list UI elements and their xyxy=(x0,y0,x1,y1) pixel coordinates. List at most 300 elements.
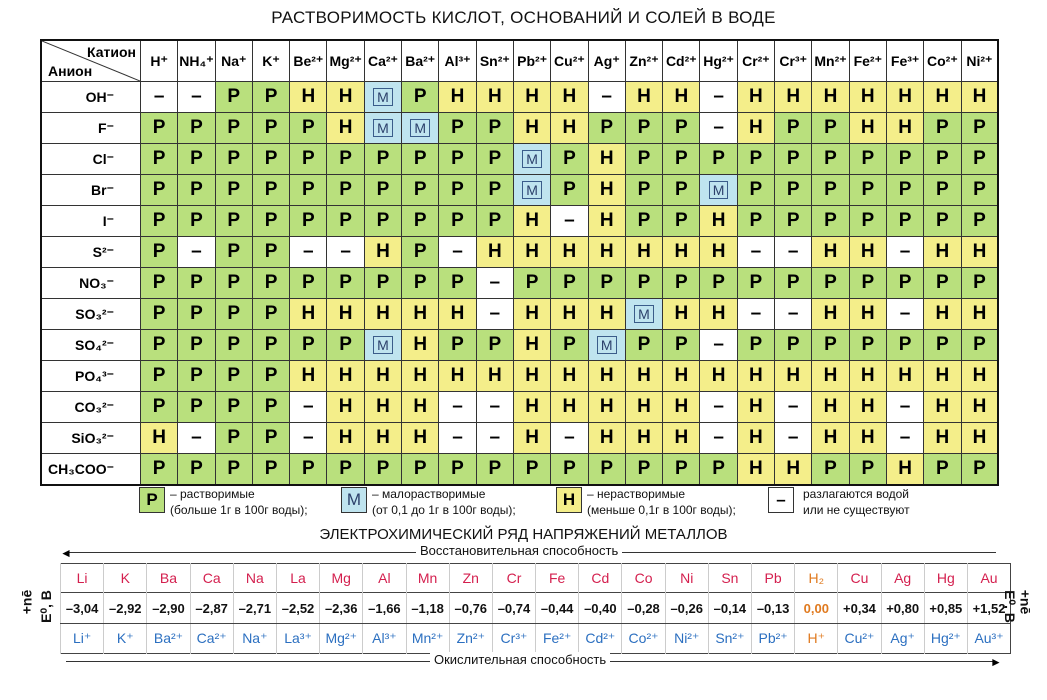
solubility-cell xyxy=(513,144,550,175)
solubility-cell: Н xyxy=(551,299,588,330)
solubility-cell: Р xyxy=(327,206,364,237)
ion-symbol: H⁺ xyxy=(795,624,838,654)
solubility-cell: Н xyxy=(886,113,923,144)
solubility-table xyxy=(40,39,999,486)
anion-label: PO₄³⁻ xyxy=(41,361,141,392)
potential-value: –0,13 xyxy=(752,593,795,624)
solubility-cell: Н xyxy=(364,392,401,423)
potential-value: –0,28 xyxy=(622,593,665,624)
solubility-cell: Н xyxy=(700,361,737,392)
solubility-cell: – xyxy=(886,299,923,330)
cation-header: Be²⁺ xyxy=(290,40,327,82)
anion-label: OH⁻ xyxy=(41,82,141,113)
solubility-cell: Р xyxy=(178,206,215,237)
solubility-cell: Р xyxy=(663,268,700,299)
solubility-cell: Р xyxy=(178,299,215,330)
solubility-cell: Н xyxy=(513,237,550,268)
solubility-cell: Р xyxy=(364,175,401,206)
cation-header: Pb²⁺ xyxy=(513,40,550,82)
solubility-cell: Р xyxy=(700,454,737,486)
solubility-cell: Р xyxy=(439,175,476,206)
solubility-cell: Н xyxy=(402,330,439,361)
solubility-cell: – xyxy=(178,82,215,113)
solubility-cell: Р xyxy=(961,330,998,361)
ion-symbol: Ba²⁺ xyxy=(147,624,190,654)
solubility-cell: Р xyxy=(252,206,289,237)
slightly-soluble-mark: М xyxy=(410,119,430,137)
potential-value: –2,87 xyxy=(190,593,233,624)
solubility-cell: Р xyxy=(141,361,178,392)
solubility-cell: Н xyxy=(961,82,998,113)
solubility-cell: Р xyxy=(663,454,700,486)
ion-symbol: Cr³⁺ xyxy=(492,624,535,654)
solubility-cell: Р xyxy=(588,268,625,299)
solubility-cell: Р xyxy=(215,237,252,268)
cation-header: Hg²⁺ xyxy=(700,40,737,82)
metal-symbol: Ca xyxy=(190,564,233,593)
metal-symbol: Cu xyxy=(838,564,881,593)
solubility-cell: – xyxy=(178,423,215,454)
solubility-cell: Р xyxy=(924,268,961,299)
solubility-cell: – xyxy=(775,423,812,454)
solubility-cell: Р xyxy=(252,82,289,113)
ion-symbol: Hg²⁺ xyxy=(924,624,967,654)
slightly-soluble-mark: М xyxy=(373,119,393,137)
solubility-cell: – xyxy=(886,237,923,268)
solubility-cell: Н xyxy=(924,82,961,113)
solubility-cell: Н xyxy=(364,237,401,268)
solubility-cell: – xyxy=(439,237,476,268)
slightly-soluble-mark: М xyxy=(522,181,542,199)
solubility-cell: Р xyxy=(775,206,812,237)
cation-header: Al³⁺ xyxy=(439,40,476,82)
series-title: ЭЛЕКТРОХИМИЧЕСКИЙ РЯД НАПРЯЖЕНИЙ МЕТАЛЛОВ xyxy=(319,526,728,543)
metal-symbol: La xyxy=(276,564,319,593)
solubility-cell: Р xyxy=(551,454,588,486)
solubility-cell: Р xyxy=(402,206,439,237)
solubility-cell: Р xyxy=(178,268,215,299)
solubility-cell: Р xyxy=(178,361,215,392)
slightly-soluble-mark: М xyxy=(373,88,393,106)
solubility-cell: Н xyxy=(551,113,588,144)
solubility-cell: – xyxy=(775,237,812,268)
solubility-cell: Р xyxy=(215,299,252,330)
solubility-cell xyxy=(625,299,662,330)
solubility-cell: Р xyxy=(737,144,774,175)
solubility-cell: Н xyxy=(700,206,737,237)
solubility-cell: Н xyxy=(737,82,774,113)
solubility-cell: Р xyxy=(513,454,550,486)
solubility-cell: – xyxy=(700,330,737,361)
metal-symbol: Co xyxy=(622,564,665,593)
solubility-cell: Н xyxy=(625,392,662,423)
solubility-cell: Н xyxy=(588,299,625,330)
potential-value: +0,34 xyxy=(838,593,881,624)
potentials-row xyxy=(61,593,1011,624)
solubility-cell: – xyxy=(290,392,327,423)
solubility-cell: Р xyxy=(252,268,289,299)
cation-label: Катион xyxy=(87,44,136,60)
solubility-cell: Н xyxy=(364,361,401,392)
solubility-cell: Н xyxy=(737,392,774,423)
solubility-cell: Р xyxy=(476,144,513,175)
solubility-cell: Н xyxy=(588,237,625,268)
cation-header: Co²⁺ xyxy=(924,40,961,82)
cation-header-row xyxy=(41,40,998,82)
solubility-cell: Н xyxy=(663,82,700,113)
solubility-cell: Р xyxy=(215,144,252,175)
solubility-cell: – xyxy=(886,423,923,454)
series-table xyxy=(60,563,1011,654)
solubility-cell xyxy=(364,330,401,361)
metal-symbol: Sn xyxy=(708,564,751,593)
solubility-cell: Р xyxy=(364,144,401,175)
solubility-cell: Р xyxy=(402,237,439,268)
metal-symbol: Al xyxy=(363,564,406,593)
solubility-cell: Р xyxy=(476,454,513,486)
arrow-right-icon: ► xyxy=(990,655,1002,669)
solubility-cell: Р xyxy=(625,330,662,361)
solubility-cell: Н xyxy=(513,361,550,392)
solubility-cell: Р xyxy=(215,268,252,299)
ion-symbol: Au³⁺ xyxy=(967,624,1010,654)
solubility-cell: – xyxy=(700,423,737,454)
solubility-cell: Н xyxy=(625,82,662,113)
solubility-cell: Н xyxy=(700,237,737,268)
solubility-cell: Р xyxy=(775,113,812,144)
legend-soluble-swatch: Р xyxy=(139,487,165,513)
solubility-cell: Н xyxy=(290,361,327,392)
solubility-cell: Р xyxy=(290,113,327,144)
solubility-cell: Р xyxy=(849,330,886,361)
legend-soluble-line1: – растворимые xyxy=(170,487,255,501)
solubility-cell: Р xyxy=(327,330,364,361)
solubility-cell: Н xyxy=(551,392,588,423)
solubility-cell: Н xyxy=(513,392,550,423)
legend-decompose-line1: разлагаются водой xyxy=(803,487,910,501)
anion-label: CO₃²⁻ xyxy=(41,392,141,423)
solubility-cell: Р xyxy=(886,330,923,361)
solubility-cell: Н xyxy=(476,82,513,113)
solubility-cell: Р xyxy=(252,392,289,423)
solubility-cell: – xyxy=(775,299,812,330)
solubility-cell: Н xyxy=(961,392,998,423)
solubility-cell: Р xyxy=(886,144,923,175)
solubility-cell: Р xyxy=(476,113,513,144)
metal-symbol: Ni xyxy=(665,564,708,593)
solubility-cell: Н xyxy=(775,454,812,486)
solubility-cell: Н xyxy=(439,82,476,113)
anion-label: SiO₃²⁻ xyxy=(41,423,141,454)
ion-symbol: Cd²⁺ xyxy=(579,624,622,654)
solubility-cell: Н xyxy=(290,82,327,113)
cation-header: Cu²⁺ xyxy=(551,40,588,82)
solubility-cell: Н xyxy=(812,237,849,268)
solubility-cell: Н xyxy=(625,423,662,454)
solubility-cell: Р xyxy=(513,268,550,299)
solubility-cell: – xyxy=(775,392,812,423)
solubility-cell: Н xyxy=(327,113,364,144)
solubility-cell: Н xyxy=(588,423,625,454)
potential-value: –0,26 xyxy=(665,593,708,624)
ions-row xyxy=(61,624,1011,654)
solubility-cell: Р xyxy=(402,175,439,206)
solubility-cell: Н xyxy=(588,144,625,175)
metal-symbol: Cr xyxy=(492,564,535,593)
potential-value: –0,76 xyxy=(449,593,492,624)
solubility-cell: Р xyxy=(252,299,289,330)
anion-row xyxy=(41,392,998,423)
solubility-cell: – xyxy=(588,82,625,113)
metal-symbol: H₂ xyxy=(795,564,838,593)
solubility-cell: Р xyxy=(364,206,401,237)
solubility-cell: Р xyxy=(737,268,774,299)
potential-value: –1,66 xyxy=(363,593,406,624)
potential-value: –0,40 xyxy=(579,593,622,624)
legend-insoluble xyxy=(587,486,736,518)
solubility-cell: Р xyxy=(663,206,700,237)
solubility-cell: Р xyxy=(849,268,886,299)
solubility-cell: Р xyxy=(737,175,774,206)
solubility-cell: Р xyxy=(849,454,886,486)
solubility-cell xyxy=(364,113,401,144)
legend-slightly-line2: (от 0,1 до 1г в 100г воды); xyxy=(372,503,516,517)
slightly-soluble-mark: М xyxy=(634,305,654,323)
solubility-cell: Н xyxy=(439,299,476,330)
solubility-cell: Р xyxy=(961,175,998,206)
solubility-cell: Р xyxy=(252,144,289,175)
solubility-cell: Р xyxy=(961,206,998,237)
anion-label: S²⁻ xyxy=(41,237,141,268)
solubility-cell: Н xyxy=(663,423,700,454)
solubility-cell: Р xyxy=(141,175,178,206)
solubility-cell: Р xyxy=(215,175,252,206)
solubility-cell: Р xyxy=(625,454,662,486)
solubility-cell xyxy=(588,330,625,361)
solubility-cell: Р xyxy=(737,330,774,361)
solubility-cell: Р xyxy=(252,113,289,144)
solubility-cell: Н xyxy=(961,423,998,454)
anion-label: NO₃⁻ xyxy=(41,268,141,299)
solubility-cell: Н xyxy=(625,361,662,392)
solubility-cell: Н xyxy=(849,237,886,268)
cation-header: Cr³⁺ xyxy=(775,40,812,82)
solubility-cell: Р xyxy=(924,144,961,175)
solubility-cell: Р xyxy=(476,206,513,237)
potential-value: +0,85 xyxy=(924,593,967,624)
solubility-cell xyxy=(402,113,439,144)
solubility-cell: – xyxy=(700,113,737,144)
solubility-cell: Р xyxy=(178,113,215,144)
legend-decompose-swatch: – xyxy=(768,487,794,513)
solubility-cell: Р xyxy=(141,113,178,144)
page-title: РАСТВОРИМОСТЬ КИСЛОТ, ОСНОВАНИЙ И СОЛЕЙ В ВОДЕ xyxy=(271,8,776,27)
solubility-cell: – xyxy=(439,423,476,454)
slightly-soluble-mark: М xyxy=(522,150,542,168)
solubility-cell: Н xyxy=(961,237,998,268)
cation-header: H⁺ xyxy=(141,40,178,82)
arrow-left-icon: ◄ xyxy=(60,546,72,560)
solubility-cell: Р xyxy=(625,268,662,299)
solubility-cell: Н xyxy=(924,237,961,268)
solubility-cell: Р xyxy=(402,268,439,299)
anion-label: SO₄²⁻ xyxy=(41,330,141,361)
potential-value: –1,18 xyxy=(406,593,449,624)
solubility-cell: Р xyxy=(849,206,886,237)
cation-header: Ba²⁺ xyxy=(402,40,439,82)
solubility-cell: Р xyxy=(178,144,215,175)
metal-symbol: Cd xyxy=(579,564,622,593)
legend-insoluble-swatch: Н xyxy=(556,487,582,513)
solubility-cell: Р xyxy=(924,175,961,206)
ion-symbol: Li⁺ xyxy=(61,624,104,654)
solubility-cell: Н xyxy=(588,206,625,237)
solubility-cell: Н xyxy=(663,237,700,268)
anion-label: Анион xyxy=(48,63,93,79)
solubility-cell: Р xyxy=(775,144,812,175)
solubility-cell: Р xyxy=(439,113,476,144)
solubility-cell: Н xyxy=(364,423,401,454)
solubility-cell: Р xyxy=(327,175,364,206)
solubility-cell: Н xyxy=(663,361,700,392)
solubility-cell: Р xyxy=(551,175,588,206)
solubility-cell: Р xyxy=(812,268,849,299)
potential-value: –0,14 xyxy=(708,593,751,624)
solubility-cell: Н xyxy=(476,237,513,268)
solubility-cell: Р xyxy=(252,423,289,454)
solubility-cell: Н xyxy=(924,361,961,392)
solubility-cell: Р xyxy=(439,454,476,486)
solubility-cell: Р xyxy=(178,330,215,361)
solubility-cell: Р xyxy=(141,268,178,299)
solubility-cell: Н xyxy=(812,361,849,392)
potential-value: –3,04 xyxy=(61,593,104,624)
solubility-cell: Н xyxy=(513,113,550,144)
solubility-cell: – xyxy=(141,82,178,113)
metals-row xyxy=(61,564,1011,593)
solubility-cell: Р xyxy=(364,454,401,486)
solubility-cell: Н xyxy=(663,392,700,423)
cation-header: Mg²⁺ xyxy=(327,40,364,82)
metal-symbol: Pb xyxy=(752,564,795,593)
solubility-cell: Р xyxy=(924,113,961,144)
solubility-cell: Н xyxy=(551,237,588,268)
solubility-cell: Н xyxy=(886,454,923,486)
solubility-cell: – xyxy=(290,423,327,454)
solubility-cell: Р xyxy=(141,330,178,361)
cation-header: Cr²⁺ xyxy=(737,40,774,82)
solubility-cell: Р xyxy=(327,268,364,299)
cation-header: NH₄⁺ xyxy=(178,40,215,82)
solubility-cell: Н xyxy=(588,361,625,392)
solubility-cell: – xyxy=(178,237,215,268)
solubility-cell: Н xyxy=(812,423,849,454)
solubility-cell: – xyxy=(551,423,588,454)
cation-header: Mn²⁺ xyxy=(812,40,849,82)
solubility-cell: Р xyxy=(327,144,364,175)
solubility-cell: Р xyxy=(290,144,327,175)
solubility-cell: Р xyxy=(625,175,662,206)
solubility-cell: Р xyxy=(141,206,178,237)
anion-row xyxy=(41,268,998,299)
solubility-cell: Р xyxy=(849,175,886,206)
anion-row xyxy=(41,361,998,392)
solubility-cell: Н xyxy=(290,299,327,330)
potential-value: –2,92 xyxy=(104,593,147,624)
left-e0-label: E⁰, В xyxy=(37,590,54,623)
solubility-cell: Н xyxy=(327,392,364,423)
legend-slightly-swatch: М xyxy=(341,487,367,513)
solubility-cell: Р xyxy=(141,299,178,330)
metal-symbol: Mg xyxy=(320,564,363,593)
solubility-cell: Р xyxy=(663,113,700,144)
ion-symbol: Al³⁺ xyxy=(363,624,406,654)
ion-symbol: K⁺ xyxy=(104,624,147,654)
solubility-cell: Н xyxy=(737,113,774,144)
solubility-cell: Р xyxy=(961,268,998,299)
solubility-cell: Р xyxy=(700,268,737,299)
solubility-cell: Р xyxy=(961,144,998,175)
solubility-cell: Н xyxy=(588,175,625,206)
legend-soluble-line2: (больше 1г в 100г воды); xyxy=(170,503,308,517)
anion-row xyxy=(41,237,998,268)
solubility-cell: Р xyxy=(476,330,513,361)
oxidizing-label: Окислительная способность xyxy=(430,652,610,667)
solubility-cell: – xyxy=(476,423,513,454)
solubility-cell: Н xyxy=(402,392,439,423)
solubility-cell: Н xyxy=(364,299,401,330)
solubility-cell: Н xyxy=(513,206,550,237)
cation-header: Zn²⁺ xyxy=(625,40,662,82)
solubility-cell: Р xyxy=(551,144,588,175)
cation-header: K⁺ xyxy=(252,40,289,82)
solubility-cell: Н xyxy=(588,392,625,423)
solubility-cell: Р xyxy=(252,454,289,486)
solubility-cell: Н xyxy=(812,82,849,113)
solubility-cell: Р xyxy=(476,175,513,206)
solubility-cell: – xyxy=(476,392,513,423)
solubility-cell: Н xyxy=(327,82,364,113)
solubility-cell: Р xyxy=(215,113,252,144)
solubility-cell: Р xyxy=(812,113,849,144)
legend-insoluble-line2: (меньше 0,1г в 100г воды); xyxy=(587,503,736,517)
solubility-cell: Р xyxy=(290,268,327,299)
legend-decompose-line2: или не существуют xyxy=(803,503,910,517)
solubility-cell: Н xyxy=(625,237,662,268)
solubility-cell: Р xyxy=(178,392,215,423)
ion-symbol: Cu²⁺ xyxy=(838,624,881,654)
solubility-cell: Р xyxy=(812,206,849,237)
anion-row xyxy=(41,144,998,175)
metal-symbol: Au xyxy=(967,564,1010,593)
solubility-cell: Р xyxy=(775,268,812,299)
solubility-cell: Р xyxy=(439,268,476,299)
anion-label: I⁻ xyxy=(41,206,141,237)
solubility-cell: Н xyxy=(924,392,961,423)
metal-symbol: Fe xyxy=(536,564,579,593)
corner-cell xyxy=(41,40,141,82)
potential-value: –2,36 xyxy=(320,593,363,624)
solubility-cell: Н xyxy=(849,113,886,144)
solubility-cell: Р xyxy=(588,454,625,486)
anion-row xyxy=(41,454,998,486)
solubility-cell: Н xyxy=(849,392,886,423)
solubility-cell: Р xyxy=(402,144,439,175)
solubility-cell: Р xyxy=(961,454,998,486)
solubility-cell: – xyxy=(737,237,774,268)
anion-row xyxy=(41,175,998,206)
potential-value: –0,74 xyxy=(492,593,535,624)
